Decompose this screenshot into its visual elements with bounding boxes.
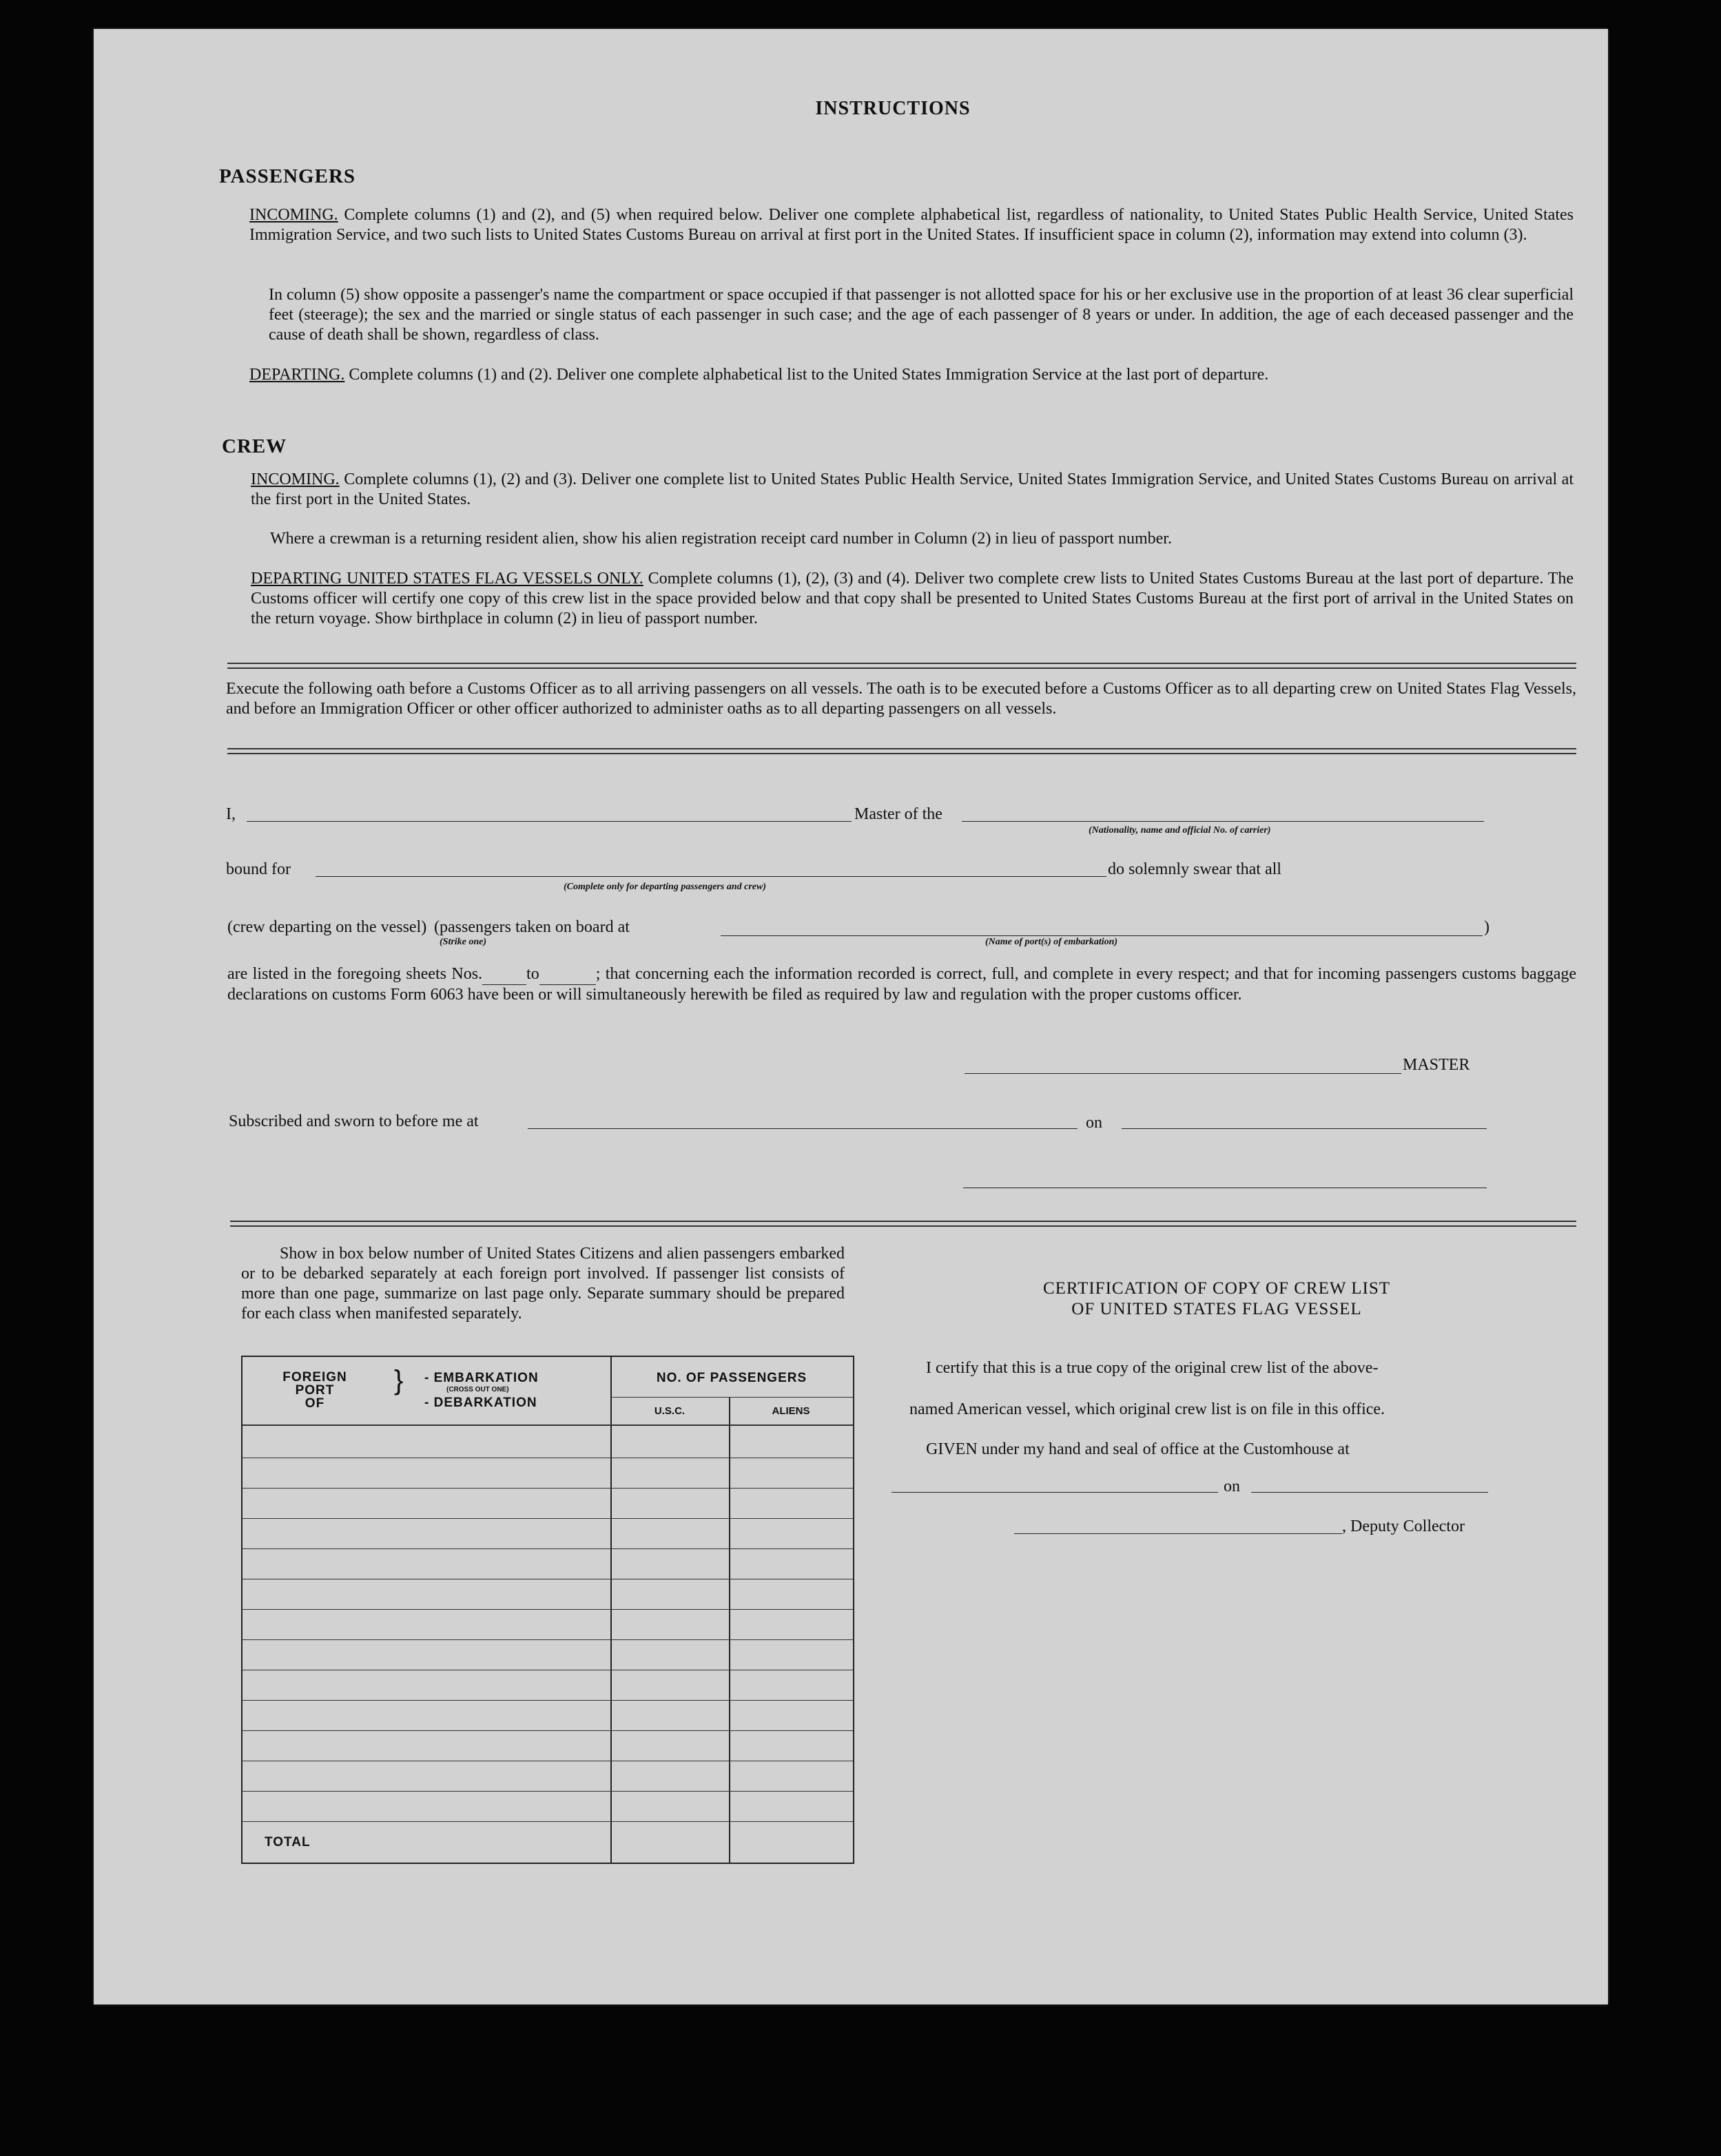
strike-one-caption: (Strike one): [440, 937, 487, 947]
table-row: [243, 1730, 853, 1731]
divider: [227, 663, 1576, 669]
page-title: INSTRUCTIONS: [815, 98, 971, 119]
complete-only-caption: (Complete only for departing passengers and crew): [564, 882, 766, 892]
listed-paragraph: [227, 964, 1576, 1005]
crew-departing-text: Complete columns (1), (2), (3) and (4). Deliver two complete crew lists to United States Customs Bureau at the last port of departure. The Customs officer will certify one copy of this crew list in the space provided below and that copy shall be presented to United States Customs Bureau at the first port of arrival in the United States on the return voyage. Show birthplace in column (2) in lieu of passport number.: [251, 570, 1574, 628]
table-row: [243, 1609, 853, 1610]
certification-title-line-1: CERTIFICATION OF COPY OF CREW LIST: [1042, 1279, 1391, 1298]
total-label: TOTAL: [265, 1835, 311, 1849]
table-row: [243, 1821, 853, 1822]
crew-incoming-label: INCOMING.: [251, 470, 340, 488]
table-row: [243, 1488, 853, 1489]
table-row: [243, 1518, 853, 1519]
document-sheet: [94, 29, 1608, 2004]
sheet-to-field[interactable]: [539, 964, 596, 985]
certification-date-line[interactable]: [1251, 1492, 1488, 1493]
summary-instructions: Show in box below number of United States Citizens and alien passengers embarked or to be debarked separately at each foreign port involved. If passenger list consists of more than one page, summarize on last page only. Separate summary should be prepared for each class when manifested separately.: [241, 1245, 845, 1323]
aliens-column-header: ALIENS: [772, 1405, 810, 1417]
sworn-at-line[interactable]: [528, 1128, 1078, 1129]
passengers-incoming-label: INCOMING.: [249, 206, 338, 224]
passengers-incoming-paragraph: [249, 205, 1574, 245]
crew-resident-paragraph: Where a crewman is a returning resident alien, show his alien registration receipt card number in Column (2) in lieu of passport number.: [270, 530, 1172, 548]
table-divider: [610, 1357, 612, 1863]
swear-text: do solemnly swear that all: [1108, 860, 1281, 878]
listed-suffix: ; that concerning each the information recorded is correct, full, and complete in every respect; and that for incoming passengers customs baggage declarations on customs Form 6063 have been or will simultaneously herewith be filed as required by law and regulation with the proper customs officer.: [227, 965, 1576, 1004]
sheet-from-field[interactable]: [482, 964, 526, 985]
passengers-heading: PASSENGERS: [219, 165, 356, 187]
table-divider: [729, 1397, 730, 1863]
deputy-collector-label: , Deputy Collector: [1342, 1517, 1465, 1535]
crew-departing-option: (crew departing on the vessel): [227, 918, 427, 936]
listed-to: to: [526, 965, 539, 983]
crew-departing-label: DEPARTING UNITED STATES FLAG VESSELS ONLY.: [251, 570, 643, 588]
cross-out-caption: (CROSS OUT ONE): [446, 1386, 509, 1393]
brace-icon: }: [394, 1365, 404, 1396]
passengers-incoming-text: Complete columns (1) and (2), and (5) when required below. Deliver one complete alphabetical list, regardless of nationality, to United States Public Health Service, United States Immigration Service, and two such lists to United States Customs Bureau on arrival at first port in the United States. If insufficient space in column (2), information may extend into column (3).: [249, 206, 1574, 244]
passengers-taken-option: (passengers taken on board at: [434, 918, 630, 936]
listed-prefix: are listed in the foregoing sheets Nos.: [227, 965, 483, 983]
table-divider: [243, 1424, 853, 1426]
certify-line-2: named American vessel, which original crew list is on file in this office.: [909, 1400, 1385, 1418]
table-row: [243, 1791, 853, 1792]
deputy-signature-line[interactable]: [1014, 1533, 1342, 1534]
master-signature-line[interactable]: [965, 1073, 1401, 1074]
subscribed-label: Subscribed and sworn to before me at: [229, 1112, 479, 1130]
passengers-departing-text: Complete columns (1) and (2). Deliver one complete alphabetical list to the United States Immigration Service at the last port of departure.: [349, 366, 1269, 384]
vessel-name-line[interactable]: [962, 821, 1484, 822]
sworn-on-label: on: [1086, 1114, 1102, 1132]
crew-heading: CREW: [222, 435, 287, 457]
oath-i-label: I,: [226, 805, 236, 823]
table-row: [243, 1700, 853, 1701]
port-of-embarkation-line[interactable]: [721, 935, 1483, 936]
debarkation-option: - DEBARKATION: [424, 1396, 537, 1410]
close-paren: ): [1484, 918, 1490, 936]
given-line: GIVEN under my hand and seal of office at the Customhouse at: [926, 1440, 1350, 1458]
table-divider: [610, 1397, 853, 1398]
embarkation-option: - EMBARKATION: [424, 1371, 539, 1385]
bound-for-line[interactable]: [316, 876, 1106, 877]
crew-incoming-paragraph: [251, 470, 1574, 510]
table-row: [243, 1639, 853, 1640]
sworn-date-line[interactable]: [1122, 1128, 1487, 1129]
bound-for-label: bound for: [226, 860, 291, 878]
no-of-passengers-header: NO. OF PASSENGERS: [656, 1371, 807, 1385]
certification-title-line-2: OF UNITED STATES FLAG VESSEL: [1071, 1300, 1362, 1318]
passengers-departing-paragraph: [249, 365, 1574, 385]
divider: [227, 748, 1576, 754]
certify-line-1: I certify that this is a true copy of the original crew list of the above-: [926, 1359, 1379, 1377]
master-of-label: Master of the: [854, 805, 942, 823]
divider: [230, 1221, 1576, 1227]
certification-title: [927, 1278, 1506, 1320]
master-label: MASTER: [1403, 1056, 1470, 1074]
customhouse-line[interactable]: [892, 1492, 1218, 1493]
certification-on-label: on: [1224, 1478, 1240, 1495]
passenger-summary-table: [241, 1356, 854, 1864]
oath-intro: Execute the following oath before a Customs Officer as to all arriving passengers on all vessels. The oath is to be executed before a Customs Officer as to all departing crew on United States Flag Vessels, and before an Immigration Officer or other officer authorized to administer oaths as to all departing passengers on all vessels.: [226, 680, 1576, 718]
usc-column-header: U.S.C.: [654, 1405, 686, 1417]
passengers-departing-label: DEPARTING.: [249, 366, 345, 384]
port-caption: (Name of port(s) of embarkation): [985, 937, 1118, 947]
crew-departing-paragraph: [251, 569, 1574, 629]
passengers-column5-paragraph: In column (5) show opposite a passenger's name the compartment or space occupied if that passenger is not allotted space for his or her exclusive use in the proportion of at least 36 clear superficial feet (steerage); the sex and the married or single status of each passenger in such case; and the age of each passenger of 8 years or under. In addition, the age of each deceased passenger and the cause of death shall be shown, regardless of class.: [269, 286, 1574, 344]
master-name-line[interactable]: [247, 821, 852, 822]
foreign-port-of-label: FOREIGN PORT OF: [282, 1370, 347, 1411]
nationality-caption: (Nationality, name and official No. of carrier): [1089, 825, 1271, 836]
table-row: [243, 1548, 853, 1549]
crew-incoming-text: Complete columns (1), (2) and (3). Deliver one complete list to United States Public Health Service, United States Immigration Service, and United States Customs Bureau on arrival at the first port in the United States.: [251, 470, 1574, 508]
